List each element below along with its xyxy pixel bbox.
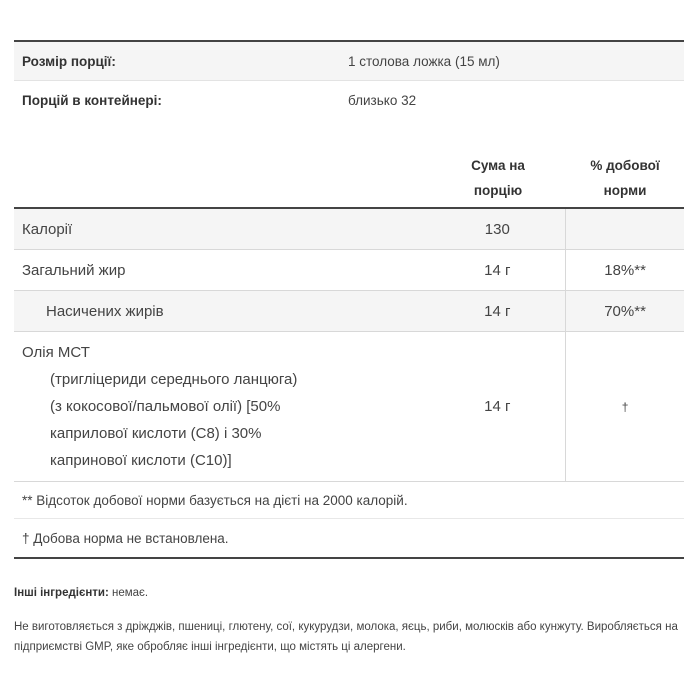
nutrient-amount: 130 (484, 220, 510, 238)
mct-oil-description-line: каприлової кислоти (C8) і 30% (50, 425, 262, 442)
amount-per-serving-header: Сума на порцію (471, 158, 525, 198)
nutrient-amount: 14 г (484, 302, 511, 320)
other-ingredients (14, 583, 684, 603)
other-ingredients-value: немає. (108, 587, 149, 599)
daily-value-footnote: ** Відсоток добової норми базується на дієті на 2000 калорій. (22, 492, 408, 508)
nutrient-name: Загальний жир (22, 261, 126, 279)
nutrient-row-mct-oil (14, 332, 684, 482)
footnotes (14, 482, 684, 559)
mct-oil-name-block (14, 332, 429, 481)
nutrient-row-saturated-fat (14, 291, 684, 332)
mct-oil-description-line: капринової кислоти (C10)] (50, 452, 232, 469)
nutrient-name: Насичених жирів (46, 302, 164, 320)
nutrient-daily-value: † (565, 332, 684, 481)
supplement-facts (14, 40, 684, 657)
nutrient-daily-value (565, 209, 684, 249)
nutrient-row-calories (14, 209, 684, 250)
daily-value-header: % добової норми (590, 158, 660, 198)
nutrient-daily-value: 70%** (565, 291, 684, 331)
nutrient-name: Калорії (22, 220, 73, 238)
servings-per-container-value: близько 32 (348, 92, 417, 108)
servings-per-container-label: Порцій в контейнері: (22, 92, 162, 108)
mct-oil-description-line: (тригліцериди середнього ланцюга) (50, 371, 298, 388)
serving-size-value: 1 столова ложка (15 мл) (348, 53, 500, 69)
servings-per-container-row (14, 81, 684, 119)
nutrient-daily-value: 18%** (565, 250, 684, 290)
nutrient-amount: 14 г (484, 398, 511, 415)
nutrient-amount: 14 г (484, 261, 511, 279)
allergen-notice: Не виготовляється з дріжджів, пшениці, глютену, сої, кукурудзи, молока, яєць, риби, молюсків або кунжуту. Виробляється на підприємстві GMP, яке обробляє інші інгредієнти, що містять ці алергени. (14, 621, 678, 653)
serving-size-row (14, 42, 684, 81)
serving-size-label: Розмір порції: (22, 53, 116, 69)
dagger-footnote: † Добова норма не встановлена. (14, 518, 684, 557)
nutrient-table-header (14, 149, 684, 209)
mct-oil-name: Олія МСТ (22, 344, 90, 361)
other-ingredients-label: Інші інгредієнти: (14, 587, 109, 599)
mct-oil-description-line: (з кокосової/пальмової олії) [50% (50, 398, 281, 415)
nutrient-row-total-fat (14, 250, 684, 291)
